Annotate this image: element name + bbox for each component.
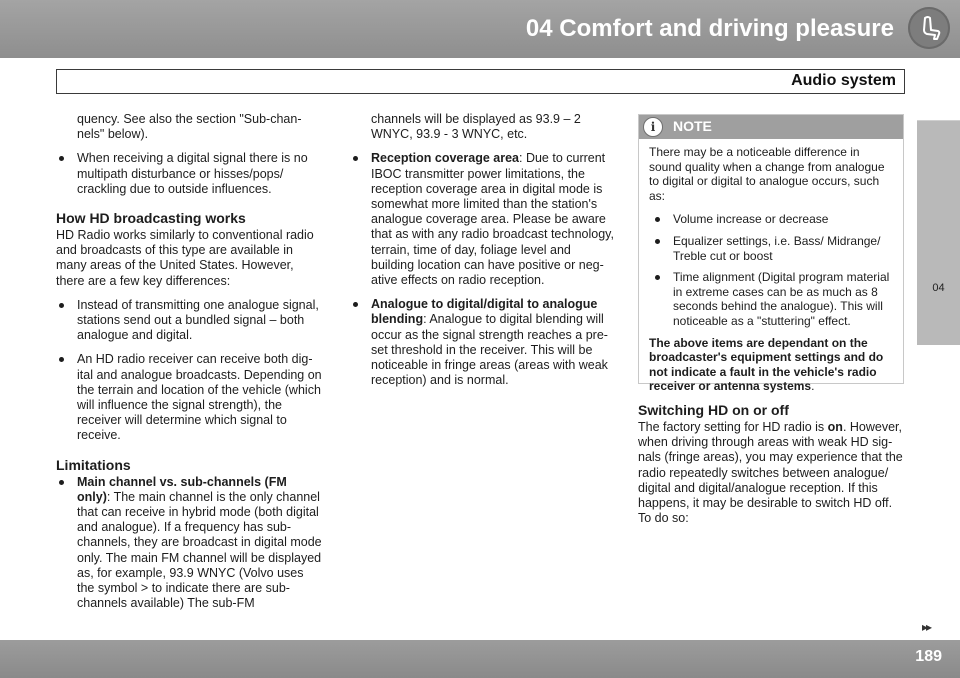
footer-band [0, 640, 960, 678]
heading-hd-broadcasting: How HD broadcasting works [56, 210, 246, 227]
switching-post: . However, when driving through areas with weak HD signals (fringe areas), you may experience that the radio repeatedly switches between analogue/ digital and digital/analogue reception. If this happens, it may be desirable to switch HD off. To do so: [638, 420, 903, 526]
switching-paragraph [638, 420, 906, 526]
heading-limitations: Limitations [56, 456, 131, 473]
switching-pre: The factory setting for HD radio is [638, 420, 828, 434]
note-closing-bold: The above items are dependant on the broadcaster's equipment settings and do not indicate a fault in the vehicle's radio receiver or antenna systems [649, 335, 884, 394]
continued-text-2: channels will be displayed as 93.9 – 2 WNYC, 93.9 - 3 WNYC, etc. [371, 112, 581, 142]
side-tab-label: 04 [932, 282, 945, 294]
continued-text: quency. See also the section "Sub-channels" below). [77, 112, 302, 142]
bullet-blending [350, 297, 616, 388]
reception-term: Reception coverage area [371, 151, 519, 166]
bullet-main-channel [56, 475, 322, 612]
blending-term: Analogue to digital/digital to analogue blending [371, 297, 598, 327]
note-label: NOTE [673, 118, 712, 134]
reception-text: : Due to current IBOC transmitter power limitations, the reception coverage area in digital mode is somewhat more limited than the station's analogue coverage area. Please be aware that as with any radio broadcast technology, terrain, time of day, foliage level and building location can have positive or negative effects on radio reception. [371, 151, 614, 288]
chapter-title: 04 Comfort and driving pleasure [525, 15, 894, 42]
column-left [56, 112, 322, 620]
seat-icon [908, 7, 950, 49]
bullet-hd-receiver: An HD radio receiver can receive both digital and analogue broadcasts. Depending on the terrain and location of the vehicle (which will influence the signal strength), the receiver will determine which signal to receive. [56, 352, 322, 443]
chapter-side-tab [917, 120, 960, 345]
note-closing-end: . [811, 379, 815, 394]
note-item: Volume increase or decrease [649, 212, 893, 227]
hd-intro-paragraph: HD Radio works similarly to conventional radio and broadcasts of this type are available in many areas of the United States. However, there are a few key differences: [56, 228, 314, 288]
page-number: 189 [915, 648, 942, 665]
section-title: Audio system [791, 72, 896, 89]
blending-text: : Analogue to digital blending will occur as the signal strength reaches a preset threshold in the receiver. This will be noticeable in fringe areas (areas with weak reception) and is normal. [371, 312, 608, 388]
note-item: Equalizer settings, i.e. Bass/ Midrange/ Treble cut or boost [649, 234, 893, 263]
main-channel-term: Main channel vs. sub-channels (FM only) [77, 474, 287, 504]
bullet-reception-coverage [350, 151, 616, 288]
bullet-digital-signal: When receiving a digital signal there is no multipath disturbance or hisses/pops/ crackling due to outside influences. [56, 151, 322, 197]
column-middle [350, 112, 616, 397]
heading-switching-hd: Switching HD on or off [638, 402, 789, 418]
note-item: Time alignment (Digital program material in extreme cases can be as much as 8 seconds behind the analogue). This will noticeable as a "stuttering" effect. [649, 270, 893, 328]
note-closing [649, 336, 893, 394]
next-page-arrows-icon: ▸▸ [922, 620, 931, 634]
bullet-bundled-signal: Instead of transmitting one analogue signal, stations send out a bundled signal – both analogue and digital. [56, 298, 322, 344]
main-channel-text: : The main channel is the only channel that can receive in hybrid mode (both digital and analogue). If a frequency has sub-channels, they are broadcast in digital mode only. The main FM channel will be displayed as, for example, 93.9 WNYC (Volvo uses the symbol > to indicate there are sub-channels available) The sub-FM [77, 489, 322, 611]
note-intro: There may be a noticeable difference in sound quality when a change from analogue to digital or digital to analogue occurs, such as: [649, 145, 885, 203]
header-band [0, 0, 960, 58]
section-bar [56, 69, 905, 94]
note-header [639, 115, 903, 139]
note-box [638, 114, 904, 394]
switching-on: on [827, 420, 843, 434]
note-body [639, 139, 903, 394]
info-icon: i [643, 117, 663, 137]
column-right [638, 114, 906, 535]
